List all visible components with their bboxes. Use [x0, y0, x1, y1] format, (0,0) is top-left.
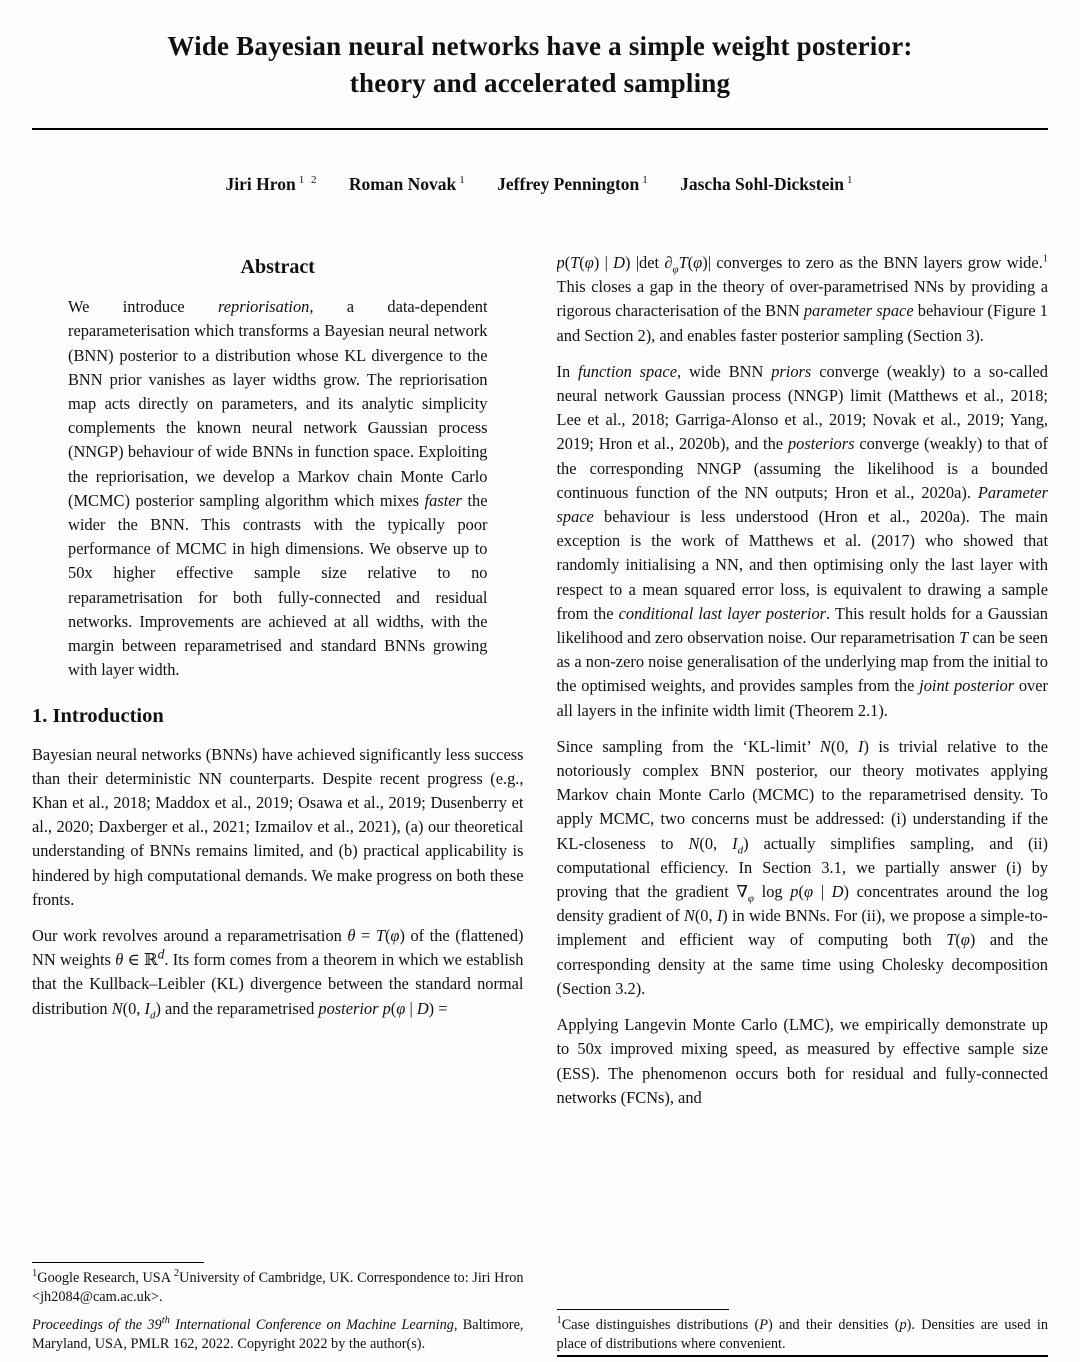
section-heading-introduction: 1. Introduction [32, 705, 164, 728]
author-affiliation-sup: 1 [642, 174, 650, 187]
page-bottom-rule [557, 1355, 1048, 1357]
author-roman-novak [349, 174, 467, 194]
paper-header [32, 28, 1048, 195]
title-rule [32, 128, 1048, 130]
paper-title [72, 28, 1008, 102]
author-affiliation-sup: 1 [846, 174, 855, 187]
case-distinction-footnote: $^1$Case distinguishes distributions (P) and their densities (p). Densities are used in place of distributions where convenient. [556, 1315, 1048, 1353]
footnote-rule [557, 1309, 729, 1310]
author-name: Jeffrey Pennington [497, 174, 640, 194]
abstract-heading: Abstract [240, 256, 315, 278]
kl-limit-paragraph: Since sampling from the ‘KL-limit’ N(0, I) is trivial relative to the notoriously complex BNN posterior, our theory motivates applying Markov chain Monte Carlo (MCMC) to the reparametrised density. To apply MCMC, two concerns must be addressed: (i) understanding if the KL-closeness to N(0, $I_d$) actually simplifies sampling, and (ii) computational efficiency. In Section 3.1, we partially answer (i) by proving that the gradient $\nabla_\varphi$ log p(φ | D) concentrates around the log density gradient of N(0, I) in wide BNNs. For (ii), we propose a simple-to-implement and efficient way of computing both T(φ) and the corresponding density at the same time using Cholesky decomposition (Section 3.2). [556, 736, 1048, 998]
affiliation-footnote: $^1$Google Research, USA $^2$University of Cambridge, UK. Correspondence to: Jiri Hron <jh2084@cam.ac.uk>. [32, 1267, 524, 1306]
proceedings-note: Proceedings of the 39th International Conference on Machine Learning, Baltimore, Maryland, USA, PMLR 162, 2022. Copyright 2022 by the author(s). [32, 1315, 524, 1353]
left-footnote-block [32, 1262, 524, 1362]
author-name: Roman Novak [348, 174, 457, 194]
intro-paragraph-1: Bayesian neural networks (BNNs) have achieved significantly less success than their deterministic NN counterparts. Despite recent progress (e.g., Khan et al., 2018; Maddox et al., 2019; Osawa et al., 2019; Dusenberry et al., 2020; Daxberger et al., 2021; Izmailov et al., 2021), (a) our theoretical understanding of BNNs remains limited, and (b) practical applicability is hindered by high computational demands. We make progress on both these fronts. [32, 744, 524, 909]
author-jeffrey-pennington [497, 174, 650, 194]
abstract-text: We introduce repriorisation, a data-dependent reparameterisation which transforms a Bayesian neural network (BNN) posterior to a distribution whose KL divergence to the BNN prior vanishes as layer widths grow. The repriorisation map acts directly on parameters, and its analytic simplicity complements the known neural network Gaussian process (NNGP) behaviour of wide BNNs in function space. Exploiting the repriorisation, we develop a Markov chain Monte Carlo (MCMC) posterior sampling algorithm which mixes faster the wider the BNN. This contrasts with the typically poor performance of MCMC in high dimensions. We observe up to 50x higher effective sample size relative to no reparametrisation for both fully-connected and residual networks. Improvements are achieved at all widths, with the margin between reparametrised and standard BNNs growing with layer width. [68, 297, 488, 680]
lmc-paragraph: Applying Langevin Monte Carlo (LMC), we empirically demonstrate up to 50x improved mixing speed, as measured by effective sample size (ESS). The phenomenon occurs both for residual and fully-connected networks (FCNs), and [556, 1015, 1048, 1107]
author-name: Jascha Sohl-Dickstein [680, 174, 844, 194]
author-line [32, 174, 1048, 195]
footnote-rule [32, 1262, 204, 1263]
title-line-1: Wide Bayesian neural networks have a simple weight posterior: [167, 31, 913, 61]
author-jascha-sohl-dickstein [680, 174, 854, 194]
author-jiri-hron [226, 174, 319, 194]
intro-paragraph-2: Our work revolves around a reparametrisation θ = T(φ) of the (flattened) NN weights θ ∈ ℝ$^d$. Its form comes from a theorem in which we establish that the Kullback–Leibler (KL) divergence between the standard normal distribution N(0, $I_d$) and the reparametrised posterior p(φ | D) = [32, 926, 524, 1021]
overparametrisation-paragraph: p(T(φ) | D) |det $\partial_\varphi T(\varphi)|$ converges to zero as the BNN layers grow wide.$^1$ This closes a gap in the theory of over-parametrised NNs by providing a rigorous characterisation of the BNN parameter space behaviour (Figure 1 and Section 2), and enables faster posterior sampling (Section 3). [556, 253, 1048, 345]
author-affiliation-sup: 1 [459, 174, 467, 187]
title-line-2: theory and accelerated sampling [349, 68, 731, 98]
author-affiliation-sup: 1 2 [298, 174, 319, 187]
right-column [557, 251, 1049, 1362]
function-space-paragraph: In function space, wide BNN priors converge (weakly) to a so-called neural network Gaussian process (NNGP) limit (Matthews et al., 2018; Lee et al., 2018; Garriga-Alonso et al., 2019; Novak et al., 2019; Yang, 2019; Hron et al., 2020b), and the posteriors converge (weakly) to that of the corresponding NNGP (assuming the likelihood is a bounded continuous function of the NN outputs; Hron et al., 2020a). Parameter space behaviour is less understood (Hron et al., 2020a). The main exception is the work of Matthews et al. (2017) who showed that randomly initialising a NN, and then optimising only the last layer with respect to a mean squared error loss, is equivalent to drawing a sample from the conditional last layer posterior. This result holds for a Gaussian likelihood and zero observation noise. Our reparametrisation T can be seen as a non-zero noise generalisation of the underlying map from the initial to the optimised weights, and provides samples from the joint posterior over all layers in the infinite width limit (Theorem 2.1). [556, 361, 1048, 720]
author-name: Jiri Hron [225, 174, 296, 194]
left-column [32, 251, 524, 1362]
two-column-body [32, 251, 1048, 1362]
